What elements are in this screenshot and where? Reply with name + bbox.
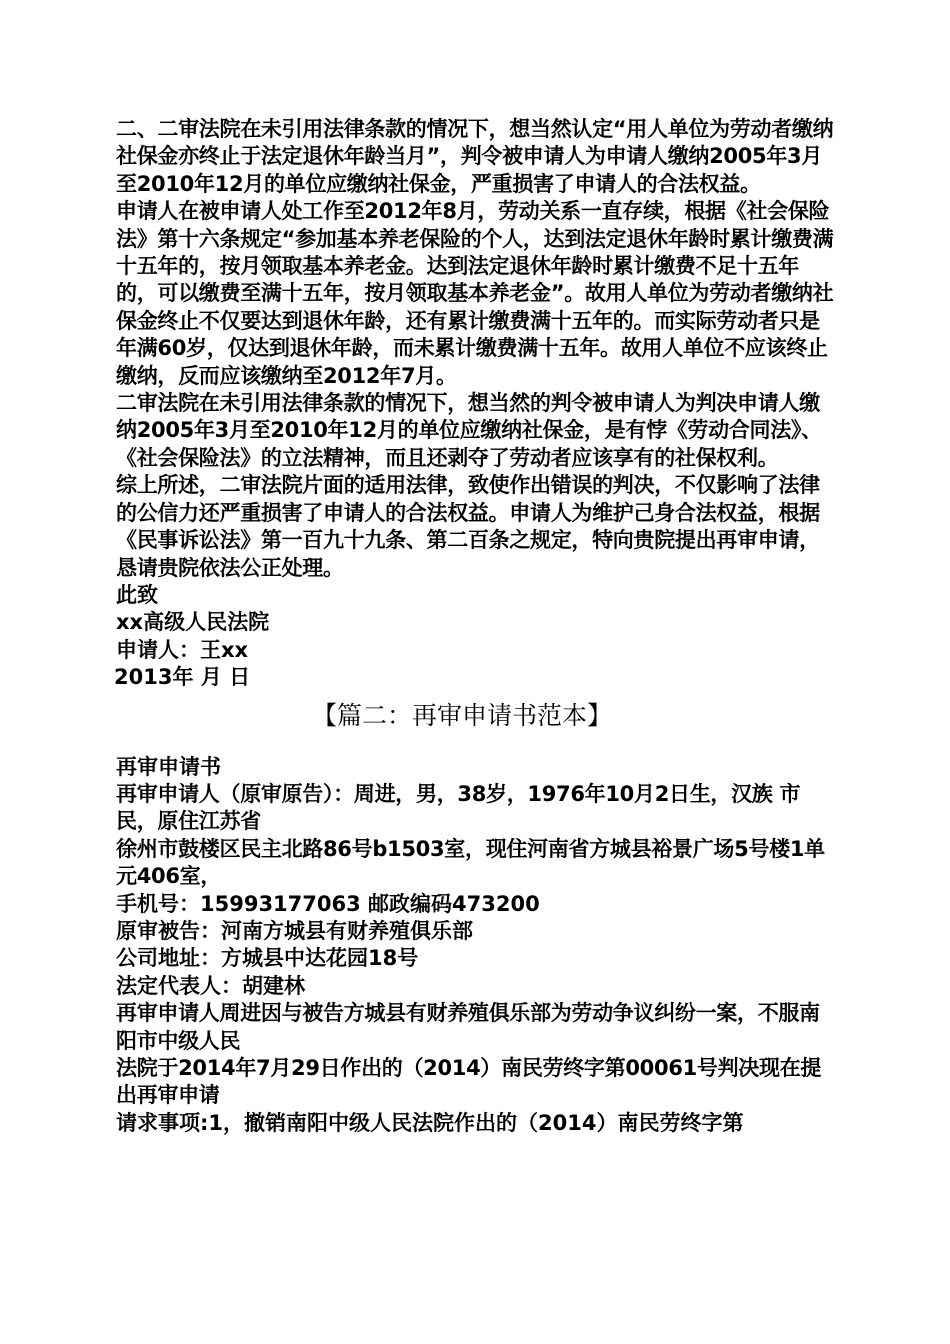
legal-representative: 法定代表人：胡建林 — [116, 973, 305, 998]
request-items: 请求事项:1，撤销南阳中级人民法院作出的（2014）南民劳终字第 — [116, 1110, 744, 1135]
section-heading: 【篇二：再审申请书范本】 — [311, 700, 612, 730]
addressee-court: xx高级人民法院 — [116, 610, 270, 635]
applicant-signature: 申请人：王xx — [116, 637, 249, 662]
company-address: 公司地址：方城县中达花园18号 — [116, 946, 419, 971]
paragraph: 二审法院在未引用法律条款的情况下，想当然的判令被申请人为判决申请人缴纳2005年3月至2010年12月的单位应缴纳社保金，是有悖《劳动合同法》、《社会保险法》的立法精神，而且还剥夺了劳动者应该享有的社保权利。 — [116, 391, 822, 470]
applicant-address: 徐州市鼓楼区民主北路86号b1503室，现住河南省方城县裕景广场5号楼1单元406室， — [116, 836, 825, 889]
applicant-info: 再审申请人（原审原告）：周进，男，38岁，1976年10月2日生，汉族 市民，原住江苏省 — [116, 781, 801, 834]
closing-salutation: 此致 — [116, 582, 158, 607]
paragraph: 二、二审法院在未引用法律条款的情况下，想当然认定“用人单位为劳动者缴纳社保金亦终止于法定退休年龄当月”，判令被申请人为申请人缴纳2005年3月至2010年12月的单位应缴纳社保金，严重损害了申请人的合法权益。 — [116, 117, 834, 196]
document-date: 2013年 月 日 — [114, 665, 251, 690]
document-page — [116, 116, 836, 1137]
phone-postal: 手机号：15993177063 邮政编码473200 — [116, 891, 540, 916]
judgment-reference: 法院于2014年7月29日作出的（2014）南民劳终字第00061号判决现在提出再审申请 — [116, 1056, 822, 1108]
document-title: 再审申请书 — [116, 754, 221, 779]
case-statement: 再审申请人周进因与被告方城县有财养殖俱乐部为劳动争议纠纷一案，不服南阳市中级人民 — [116, 1001, 820, 1053]
paragraph: 综上所述，二审法院片面的适用法律，致使作出错误的判决，不仅影响了法律的公信力还严重损害了申请人的合法权益。申请人为维护己身合法权益，根据《民事诉讼法》第一百九十九条、第二百条之规定，特向贵院提出再审申请，恳请贵院依法公正处理。 — [116, 473, 820, 580]
paragraph: 申请人在被申请人处工作至2012年8月，劳动关系一直存续，根据《社会保险法》第十六条规定“参加基本养老保险的个人，达到法定退休年龄时累计缴费满十五年的，按月领取基本养老金。达到法定退休年龄时累计缴费不足十五年的，可以缴费至满十五年，按月领取基本养老金”。故用人单位为劳动者缴纳社保金终止不仅要达到退休年龄，还有累计缴费满十五年的。而实际劳动者只是年满60岁，仅达到退休年龄，而未累计缴费满十五年。故用人单位不应该终止缴纳，反而应该缴纳至2012年7月。 — [116, 199, 834, 388]
respondent: 原审被告：河南方城县有财养殖俱乐部 — [116, 918, 473, 943]
